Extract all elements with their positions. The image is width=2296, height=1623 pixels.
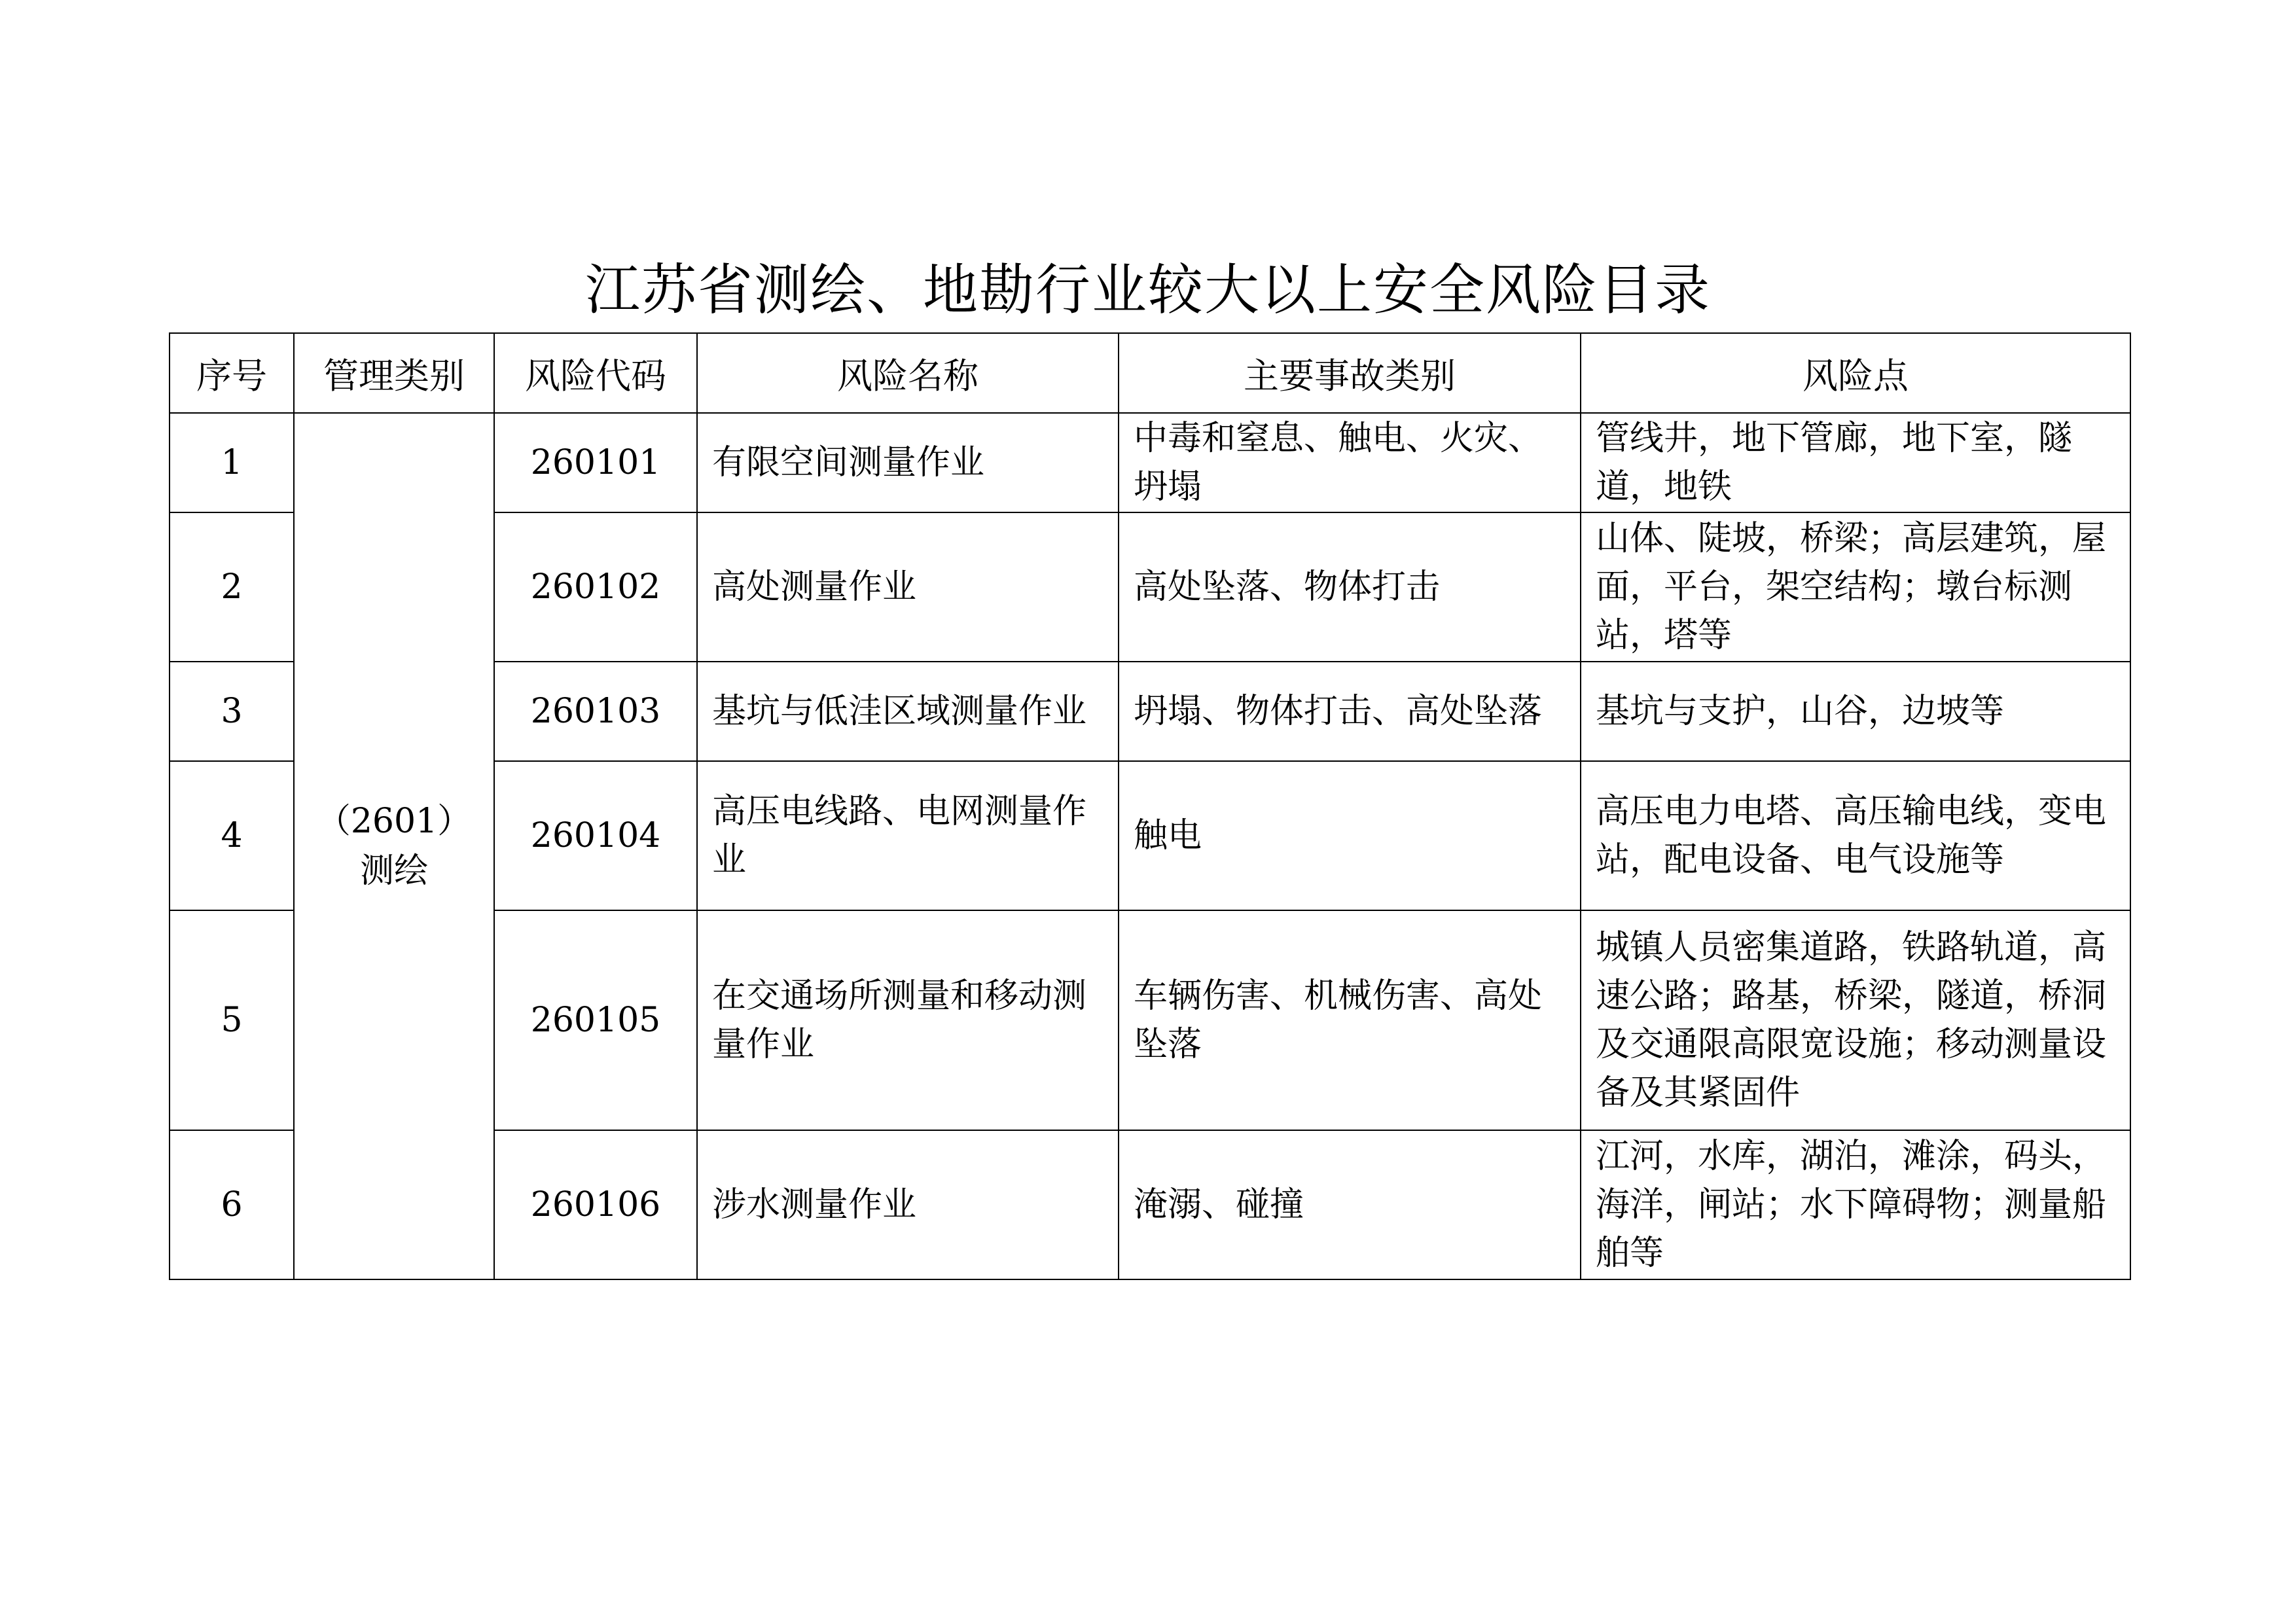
- row-risk-points: 城镇人员密集道路，铁路轨道，高速公路；路基，桥梁，隧道，桥洞及交通限高限宽设施；移动测量设备及其紧固件: [1581, 910, 2130, 1130]
- row-risk-points: 基坑与支护，山谷，边坡等: [1581, 662, 2130, 761]
- header-accident-type: 主要事故类别: [1119, 333, 1581, 413]
- row-risk-name: 有限空间测量作业: [697, 413, 1119, 512]
- row-accident-type: 触电: [1119, 761, 1581, 910]
- row-accident-type: 中毒和窒息、触电、火灾、坍塌: [1119, 413, 1581, 512]
- row-accident-type: 高处坠落、物体打击: [1119, 512, 1581, 662]
- row-serial-no: 5: [170, 910, 294, 1130]
- header-risk-points: 风险点: [1581, 333, 2130, 413]
- row-risk-code: 260105: [494, 910, 697, 1130]
- row-risk-name: 高压电线路、电网测量作业: [697, 761, 1119, 910]
- management-category-cell: [294, 413, 494, 1279]
- row-serial-no: 6: [170, 1130, 294, 1279]
- row-risk-name: 高处测量作业: [697, 512, 1119, 662]
- row-risk-points: 山体、陡坡，桥梁；高层建筑，屋面，平台，架空结构；墩台标测站，塔等: [1581, 512, 2130, 662]
- row-serial-no: 1: [170, 413, 294, 512]
- row-serial-no: 4: [170, 761, 294, 910]
- header-risk-name: 风险名称: [697, 333, 1119, 413]
- row-risk-code: 260101: [494, 413, 697, 512]
- row-risk-name: 基坑与低洼区域测量作业: [697, 662, 1119, 761]
- table-header-row: [170, 333, 2130, 413]
- row-risk-code: 260102: [494, 512, 697, 662]
- row-risk-code: 260103: [494, 662, 697, 761]
- row-risk-name: 在交通场所测量和移动测量作业: [697, 910, 1119, 1130]
- header-management-category: 管理类别: [294, 333, 494, 413]
- header-risk-code: 风险代码: [494, 333, 697, 413]
- row-accident-type: 车辆伤害、机械伤害、高处坠落: [1119, 910, 1581, 1130]
- table-row: [170, 413, 2130, 512]
- row-risk-points: 江河，水库，湖泊，滩涂，码头，海洋，闸站；水下障碍物；测量船舶等: [1581, 1130, 2130, 1279]
- row-risk-name: 涉水测量作业: [697, 1130, 1119, 1279]
- row-risk-points: 管线井，地下管廊，地下室，隧道，地铁: [1581, 413, 2130, 512]
- header-serial-no: 序号: [170, 333, 294, 413]
- row-risk-points: 高压电力电塔、高压输电线，变电站，配电设备、电气设施等: [1581, 761, 2130, 910]
- category-code: （2601）: [316, 802, 472, 841]
- row-accident-type: 淹溺、碰撞: [1119, 1130, 1581, 1279]
- row-accident-type: 坍塌、物体打击、高处坠落: [1119, 662, 1581, 761]
- row-risk-code: 260106: [494, 1130, 697, 1279]
- risk-catalog-table: [169, 332, 2131, 1280]
- row-risk-code: 260104: [494, 761, 697, 910]
- row-serial-no: 2: [170, 512, 294, 662]
- category-name: 测绘: [359, 851, 428, 891]
- row-serial-no: 3: [170, 662, 294, 761]
- document-title: 江苏省测绘、地勘行业较大以上安全风险目录: [584, 258, 1711, 322]
